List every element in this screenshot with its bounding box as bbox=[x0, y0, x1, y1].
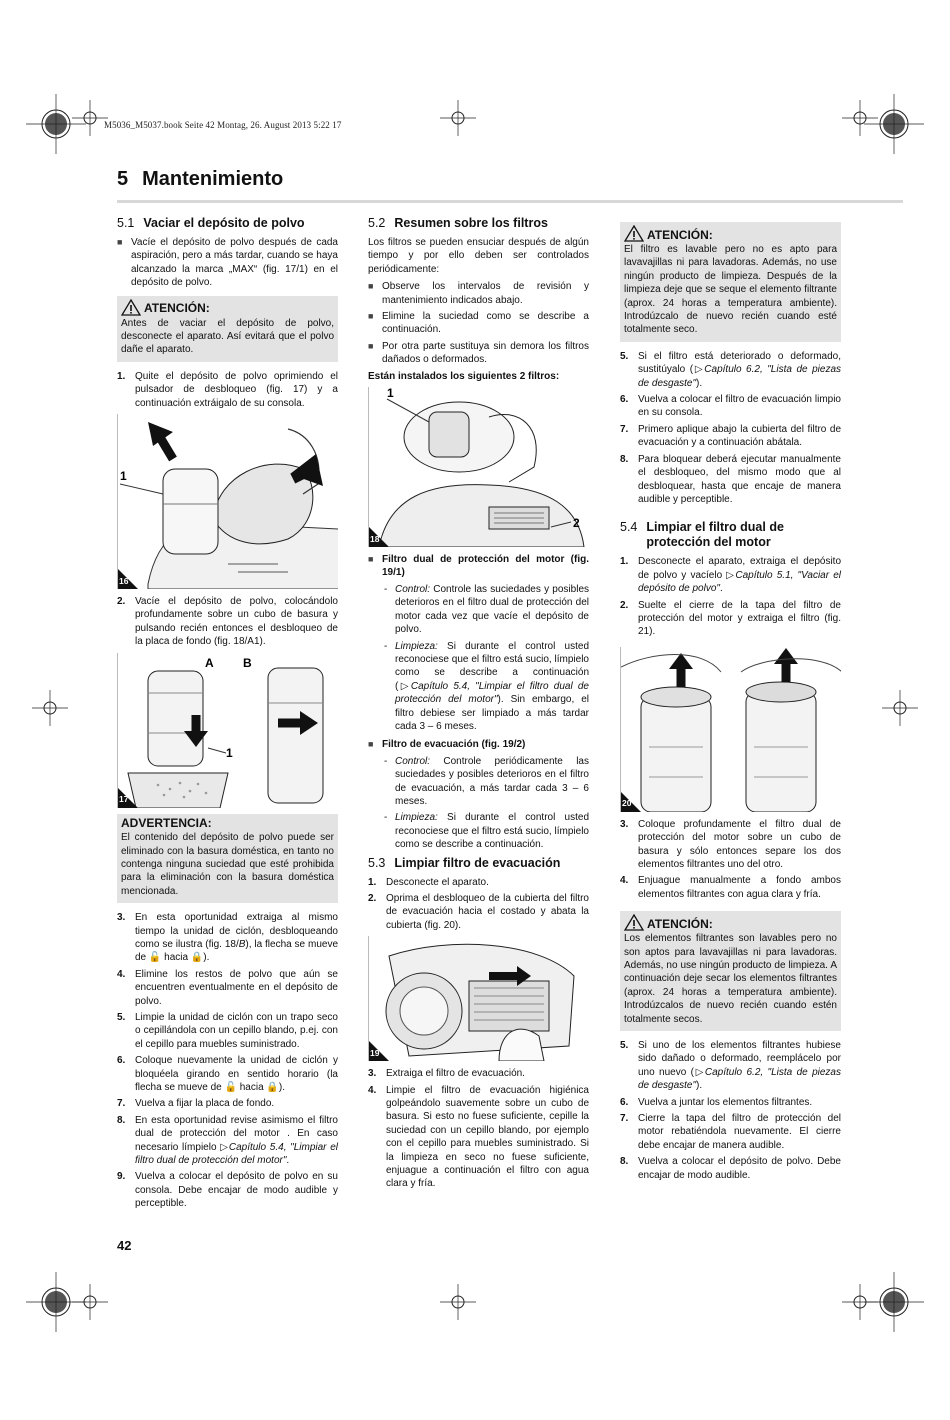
figure-16 bbox=[117, 414, 338, 589]
dust-container-emptying-illustration bbox=[118, 653, 338, 808]
label-b: B bbox=[243, 655, 252, 670]
dash-item: - Limpieza: Si durante el control usted reconociese que el filtro está sucio, límpielo como se describe a continuación. bbox=[384, 812, 590, 851]
figure-number: 16 bbox=[119, 575, 129, 586]
figure-20 bbox=[620, 647, 841, 812]
vacuum-dust-container-illustration bbox=[118, 414, 338, 589]
list-item: 3. En esta oportunidad extraiga al mismo tiempo la unidad de ciclón, desbloqueando como se ilustra (fig. 18/B), la flecha se mueve de 🔓 hacia 🔒). bbox=[117, 912, 338, 964]
paragraph: Los filtros se pueden ensuciar después de algún tiempo y por ello deben ser controlados periódicamente: bbox=[368, 237, 589, 275]
list-item: 1. Desconecte el aparato, extraiga el depósito de polvo y vacíelo ▷Capítulo 5.1, "Vaciar el depósito de polvo". bbox=[620, 556, 841, 595]
cross-reference-link[interactable]: Capítulo 5.1, "Vaciar el depósito de polvo" bbox=[638, 569, 841, 595]
crosshair-mark-right-mid bbox=[882, 690, 918, 726]
callout-1: 1 bbox=[226, 745, 233, 760]
lock-open-icon: 🔓 bbox=[224, 1082, 237, 1093]
warning-triangle-icon bbox=[624, 225, 644, 242]
figure-number: 18 bbox=[370, 533, 380, 544]
list-item: 5. Si uno de los elementos filtrantes hubiese sido dañado o deformado, reemplácelo por uno nuevo (▷Capítulo 6.2, "Lista de piezas de desgaste"). bbox=[620, 1040, 841, 1092]
lock-open-icon: 🔓 bbox=[148, 952, 162, 964]
motor-filter-removal-illustration bbox=[621, 647, 841, 812]
list-item: 5. Si el filtro está deteriorado o deformado, sustitúyalo (▷Capítulo 6.2, "Lista de piezas de desgaste"). bbox=[620, 350, 842, 389]
list-item: 4. Elimine los restos de polvo que aún se encuentren eventualmente en el depósito de polvo. bbox=[117, 968, 338, 1007]
triangle-right-icon: ▷ bbox=[694, 1066, 705, 1078]
cross-reference-link[interactable]: Capítulo 5.4, "Limpiar el filtro dual de protección del motor" bbox=[135, 1141, 338, 1167]
triangle-right-icon: ▷ bbox=[693, 364, 705, 376]
section-5-1-heading: 5.1 Vaciar el depósito de polvo bbox=[117, 216, 305, 230]
chapter-heading bbox=[117, 168, 283, 191]
list-item: 6. Vuelva a juntar los elementos filtrantes. bbox=[620, 1096, 813, 1108]
column-1 bbox=[117, 216, 338, 1214]
warning-box: ADVERTENCIA: El contenido del depósito de polvo puede ser eliminado con la basura doméstica, en tanto no contenga ninguna suciedad que esté prohibida para la eliminación con la basura doméstica mencionada. bbox=[117, 814, 338, 903]
lock-closed-icon: 🔒 bbox=[190, 952, 204, 964]
list-item: 1. Quite el depósito de polvo oprimiendo el pulsador de desbloqueo (fig. 17) y a continuación extráigalo de su consola. bbox=[117, 370, 338, 409]
column-3 bbox=[620, 216, 841, 1185]
dash-item: - Limpieza: Si durante el control usted reconociese que el filtro está sucio, límpielo como se describe a continuación (▷Capítulo 5.4, "Limpiar el filtro dual de protección del motor"). Sin embargo, el filtro debiese ser limpiado a más tardar cada 3 – 6 meses. bbox=[384, 640, 590, 732]
callout-2: 2 bbox=[573, 516, 580, 531]
list-item: 6. Coloque nuevamente la unidad de ciclón y bloquéela girando en sentido horario (la flecha se mueve de 🔓 hacia 🔒). bbox=[117, 1055, 338, 1093]
triangle-right-icon: ▷ bbox=[726, 569, 736, 581]
warning-triangle-icon bbox=[624, 914, 644, 931]
chapter-title: Mantenimiento bbox=[142, 168, 284, 190]
paragraph: Están instalados los siguientes 2 filtros: bbox=[368, 370, 560, 382]
list-item: 7. Vuelva a fijar la placa de fondo. bbox=[117, 1098, 275, 1110]
chapter-rule bbox=[117, 200, 903, 203]
bullet-item: ■ Observe los intervalos de revisión y mantenimiento indicados abajo. bbox=[368, 281, 589, 306]
page-number: 42 bbox=[117, 1238, 132, 1253]
square-bullet-icon: ■ bbox=[368, 739, 374, 750]
list-item: 8. Para bloquear deberá ejecutar manualmente el desbloqueo, del mismo modo que al desbloquear, hasta que encaje de manera audible y perceptible. bbox=[620, 453, 841, 505]
square-bullet-icon: ■ bbox=[368, 554, 374, 565]
label-a: A bbox=[205, 655, 214, 670]
cross-reference-link[interactable]: Capítulo 6.2, "Lista de piezas de desgaste" bbox=[638, 1066, 841, 1092]
figure-19 bbox=[368, 936, 589, 1061]
section-5-3-heading: 5.3 Limpiar filtro de evacuación bbox=[368, 855, 561, 870]
list-item: 2. Suelte el cierre de la tapa del filtro de protección del motor y extraiga el filtro (fig. 21). bbox=[620, 599, 841, 638]
list-item: 6. Vuelva a colocar el filtro de evacuación limpio en su consola. bbox=[620, 394, 841, 419]
figure-number: 20 bbox=[622, 798, 632, 809]
section-5-4-heading: 5.4 Limpiar el filtro dual de protección del motor bbox=[620, 520, 784, 550]
figure-18 bbox=[368, 387, 589, 547]
bullet-item: ■ Filtro dual de protección del motor (fig. 19/1) bbox=[368, 554, 589, 579]
list-item: 2. Vacíe el depósito de polvo, colocándolo profundamente sobre un cubo de basura y pulsando recién entonces el desbloqueo de la placa de fondo (fig. 18/A1). bbox=[117, 596, 338, 648]
attention-box: ATENCIÓN: El filtro es lavable pero no es apto para lavavajillas ni para lavadoras. Además, no use ningún producto de limpieza. Después de la limpieza deje que se seque el elemento filtrante (aprox. 24 horas a temperatura ambiente). Introdúzcalo de nuevo recién cuando esté totalmente seco. bbox=[620, 222, 841, 342]
callout-1: 1 bbox=[120, 469, 127, 484]
callout-1: 1 bbox=[387, 387, 394, 401]
square-bullet-icon: ■ bbox=[368, 311, 374, 322]
square-bullet-icon: ■ bbox=[368, 340, 374, 351]
list-item: 1. Desconecte el aparato. bbox=[368, 876, 489, 888]
chapter-number: 5 bbox=[117, 168, 129, 190]
warning-triangle-icon bbox=[121, 299, 141, 316]
crosshair-mark-bottom-right bbox=[842, 1284, 878, 1320]
list-item: 3. Extraiga el filtro de evacuación. bbox=[368, 1068, 525, 1080]
list-item: 9. Vuelva a colocar el depósito de polvo en su consola. Debe encajar de modo audible y perceptible. bbox=[117, 1171, 338, 1210]
triangle-right-icon: ▷ bbox=[398, 680, 411, 692]
attention-box: ATENCIÓN: Antes de vaciar el depósito de polvo, desconecte el aparato. Así evitará que el polvo dañe el aparato. bbox=[117, 296, 338, 362]
figure-17 bbox=[117, 653, 338, 808]
list-item: 8. Vuelva a colocar el depósito de polvo. Debe encajar de modo audible. bbox=[620, 1156, 841, 1181]
square-bullet-icon: ■ bbox=[117, 237, 123, 247]
list-item: 7. Cierre la tapa del filtro de protección del motor rebatiéndola nuevamente. El cierre debe encajar de manera audible. bbox=[620, 1113, 841, 1151]
crosshair-mark-top-right bbox=[842, 100, 878, 136]
attention-box: ATENCIÓN: Los elementos filtrantes son lavables pero no son aptos para lavavajillas ni para lavadoras. Además, no use ningún producto de limpieza. A continuación deje secar los elementos filtrantes (aprox. 24 horas a temperatura ambiente). Introdúzcalos de nuevo recién cuando estén totalmente secos. bbox=[620, 911, 841, 1031]
figure-number: 19 bbox=[370, 1047, 380, 1058]
exhaust-filter-cover-illustration bbox=[369, 936, 589, 1061]
list-item: 7. Primero aplique abajo la cubierta del filtro de evacuación y a continuación abátala. bbox=[620, 423, 841, 449]
dash-item: - Control: Controle las suciedades y posibles deterioros en el filtro dual de protección del motor cada vez que vacíe el depósito de polvo. bbox=[384, 583, 589, 636]
list-item: 3. Coloque profundamente el filtro dual de protección del motor sobre un cubo de basura y sólo entonces separe los dos elementos filtrantes uno del otro. bbox=[620, 818, 841, 870]
crosshair-mark-bottom-left bbox=[72, 1284, 108, 1320]
triangle-right-icon: ▷ bbox=[220, 1141, 229, 1153]
crosshair-mark-top-left bbox=[72, 100, 108, 136]
square-bullet-icon: ■ bbox=[368, 281, 374, 292]
cross-reference-link[interactable]: Capítulo 5.4, "Limpiar el filtro dual de protección del motor" bbox=[395, 680, 589, 706]
column-2 bbox=[368, 216, 589, 1194]
figure-number: 17 bbox=[119, 794, 129, 805]
cross-reference-link[interactable]: Capítulo 6.2, "Lista de piezas de desgaste" bbox=[638, 364, 842, 389]
bullet-item: ■ Por otra parte sustituya sin demora los filtros dañados o deformados. bbox=[368, 340, 589, 366]
crosshair-mark-top-mid bbox=[440, 100, 476, 136]
dash-item: - Control: Controle periódicamente las suciedades y posibles deterioros en el filtro de evacuación, a más tardar cada 3 – 6 meses. bbox=[384, 755, 589, 807]
list-item: 5. Limpie la unidad de ciclón con un trapo seco o cepillándola con un cepillo blando, p.ej. con el cepillo para muebles suministrado. bbox=[117, 1011, 338, 1050]
list-item: 2. Oprima el desbloqueo de la cubierta del filtro de evacuación hacia el costado y abata la cubierta (fig. 20). bbox=[368, 893, 589, 931]
lock-closed-icon: 🔒 bbox=[266, 1082, 279, 1093]
crosshair-mark-left-mid bbox=[32, 690, 68, 726]
list-item: 8. En esta oportunidad revise asimismo el filtro dual de protección del motor . En caso necesario límpielo ▷Capítulo 5.4, "Limpiar el filtro dual de protección del motor". bbox=[117, 1114, 338, 1167]
bullet-item: ■ Vacíe el depósito de polvo después de cada aspiración, pero a más tardar, cuando se haya alcanzado la marca „MAX“ (fig. 17/1) en el depósito de polvo. bbox=[117, 237, 338, 289]
vacuum-filters-illustration bbox=[369, 387, 589, 547]
print-slug: M5036_M5037.book Seite 42 Montag, 26. August 2013 5:22 17 bbox=[104, 120, 342, 130]
bullet-item: ■ Elimine la suciedad como se describe a continuación. bbox=[368, 311, 589, 336]
bullet-item: ■ Filtro de evacuación (fig. 19/2) bbox=[368, 739, 526, 751]
list-item: 4. Enjuague manualmente a fondo ambos elementos filtrantes con agua clara y fría. bbox=[620, 875, 841, 900]
crosshair-mark-bottom-mid bbox=[440, 1284, 476, 1320]
list-item: 4. Limpie el filtro de evacuación higiénica golpeándolo suavemente sobre un cubo de basura. Si esto no fuese suficiente, cepille la suciedad con un cepillo blando, por ejemplo con el cepillo para muebles suministrado. Si la limpieza en seco no fuese suficiente, enjuague a continuación el filtro con agua clara y fría. bbox=[368, 1084, 589, 1190]
section-5-2-heading: 5.2 Resumen sobre los filtros bbox=[368, 216, 548, 230]
